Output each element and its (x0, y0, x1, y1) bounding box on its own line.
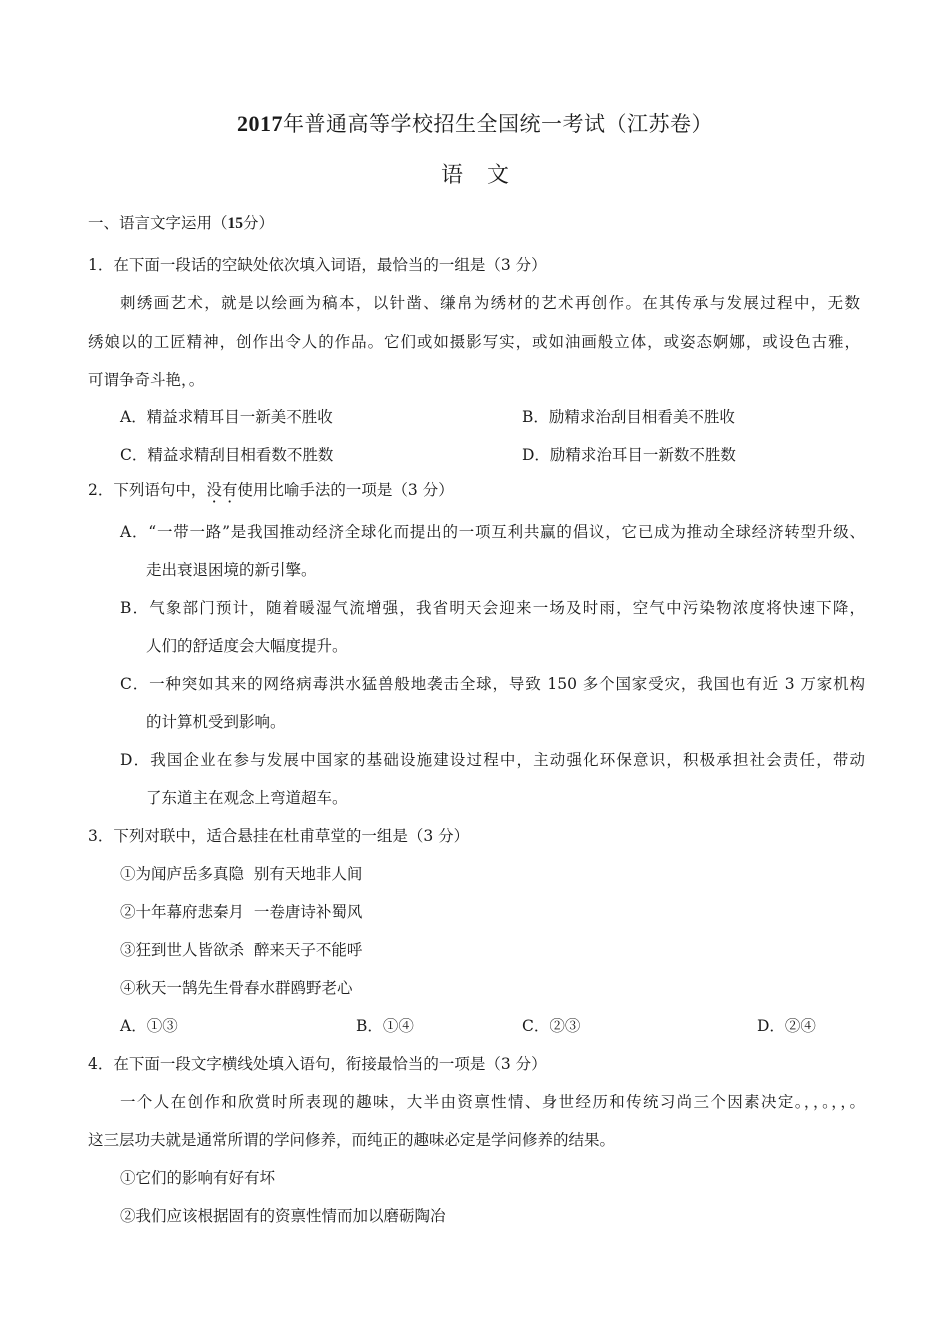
section-heading (88, 212, 274, 235)
q3-couplet: ④秋天一鹄先生骨春水群鸥野老心 (120, 979, 353, 997)
q2-option-a-line: A．“一带一路”是我国推动经济全球化而提出的一项互利共赢的倡议，它已成为推动全球经济转型升级、 (120, 523, 865, 541)
section-score: 15 (227, 215, 244, 232)
q3-option-d: D．②④ (757, 1017, 816, 1035)
q1-passage-line: 绣娘以的工匠精神，创作出令人的作品。它们或如摄影写实，或如油画般立体，或姿态婀娜，或设色古雅， (88, 333, 860, 351)
q1-option-a: A．精益求精耳目一新美不胜收 (120, 408, 333, 426)
q1-option-c: C．精益求精刮目相看数不胜数 (120, 446, 334, 464)
q1-passage-line: 可谓争奇斗艳，。 (88, 371, 205, 389)
q2-stem (88, 479, 454, 501)
exam-title-text: 年普通高等学校招生全国统一考试（江苏卷） (283, 112, 713, 136)
q1-option-b: B．励精求治刮目相看美不胜收 (522, 408, 735, 426)
exam-year: 2017 (237, 111, 283, 136)
q2-option-c-line: 的计算机受到影响。 (146, 713, 286, 731)
emphasis-char: 没 (206, 481, 222, 499)
q2-option-b-line: 人们的舒适度会大幅度提升。 (146, 637, 348, 655)
q3-option-a: A．①③ (120, 1017, 178, 1035)
q4-passage-line: 一个人在创作和欣赏时所表现的趣味，大半由资禀性情、身世经历和传统习尚三个因素决定。，，。，，。 (120, 1093, 865, 1111)
section-label-end: 分） (243, 214, 275, 232)
q2-option-c-line: C．一种突如其来的网络病毒洪水猛兽般地袭击全球，导致 150 多个国家受灾，我国也有近 3 万家机构 (120, 675, 865, 693)
q2-stem-after: 使用比喻手法的一项是（3 分） (237, 481, 454, 499)
q1-option-d: D．励精求治耳目一新数不胜数 (522, 446, 736, 464)
emphasis-char: 有 (221, 481, 238, 499)
q4-stem: 4．在下面一段文字横线处填入语句，衔接最恰当的一项是（3 分） (88, 1055, 547, 1073)
exam-title (0, 108, 950, 138)
q4-passage-line: 这三层功夫就是通常所谓的学问修养，而纯正的趣味必定是学问修养的结果。 (88, 1131, 616, 1149)
q1-stem: 1．在下面一段话的空缺处依次填入词语，最恰当的一组是（3 分） (88, 256, 547, 274)
q2-option-b-line: B．气象部门预计，随着暖湿气流增强，我省明天会迎来一场及时雨，空气中污染物浓度将快速下降， (120, 599, 865, 617)
subject-heading: 语文 (440, 163, 533, 188)
q1-passage-line: 刺绣画艺术，就是以绘画为稿本，以针凿、缣帛为绣材的艺术再创作。在其传承与发展过程中，无数 (120, 294, 860, 312)
q2-option-a-line: 走出衰退困境的新引擎。 (146, 561, 317, 579)
q3-stem: 3．下列对联中，适合悬挂在杜甫草堂的一组是（3 分） (88, 827, 470, 845)
q2-option-d-line: 了东道主在观念上弯道超车。 (146, 789, 348, 807)
q3-couplet: ①为闻庐岳多真隐 别有天地非人间 (120, 865, 363, 883)
q4-item: ②我们应该根据固有的资禀性情而加以磨砺陶冶 (120, 1207, 446, 1225)
q2-option-d-line: D．我国企业在参与发展中国家的基础设施建设过程中，主动强化环保意识，积极承担社会责任，带动 (120, 751, 865, 769)
q3-option-c: C．②③ (522, 1017, 581, 1035)
q3-couplet: ②十年幕府悲秦月 一卷唐诗补蜀风 (120, 903, 363, 921)
section-label: 一、语言文字运用（ (88, 214, 228, 232)
q2-stem-before: 2．下列语句中， (88, 481, 207, 499)
q3-option-b: B．①④ (356, 1017, 414, 1035)
q4-item: ①它们的影响有好有坏 (120, 1169, 276, 1187)
q3-couplet: ③狂到世人皆欲杀 醉来天子不能呼 (120, 941, 363, 959)
